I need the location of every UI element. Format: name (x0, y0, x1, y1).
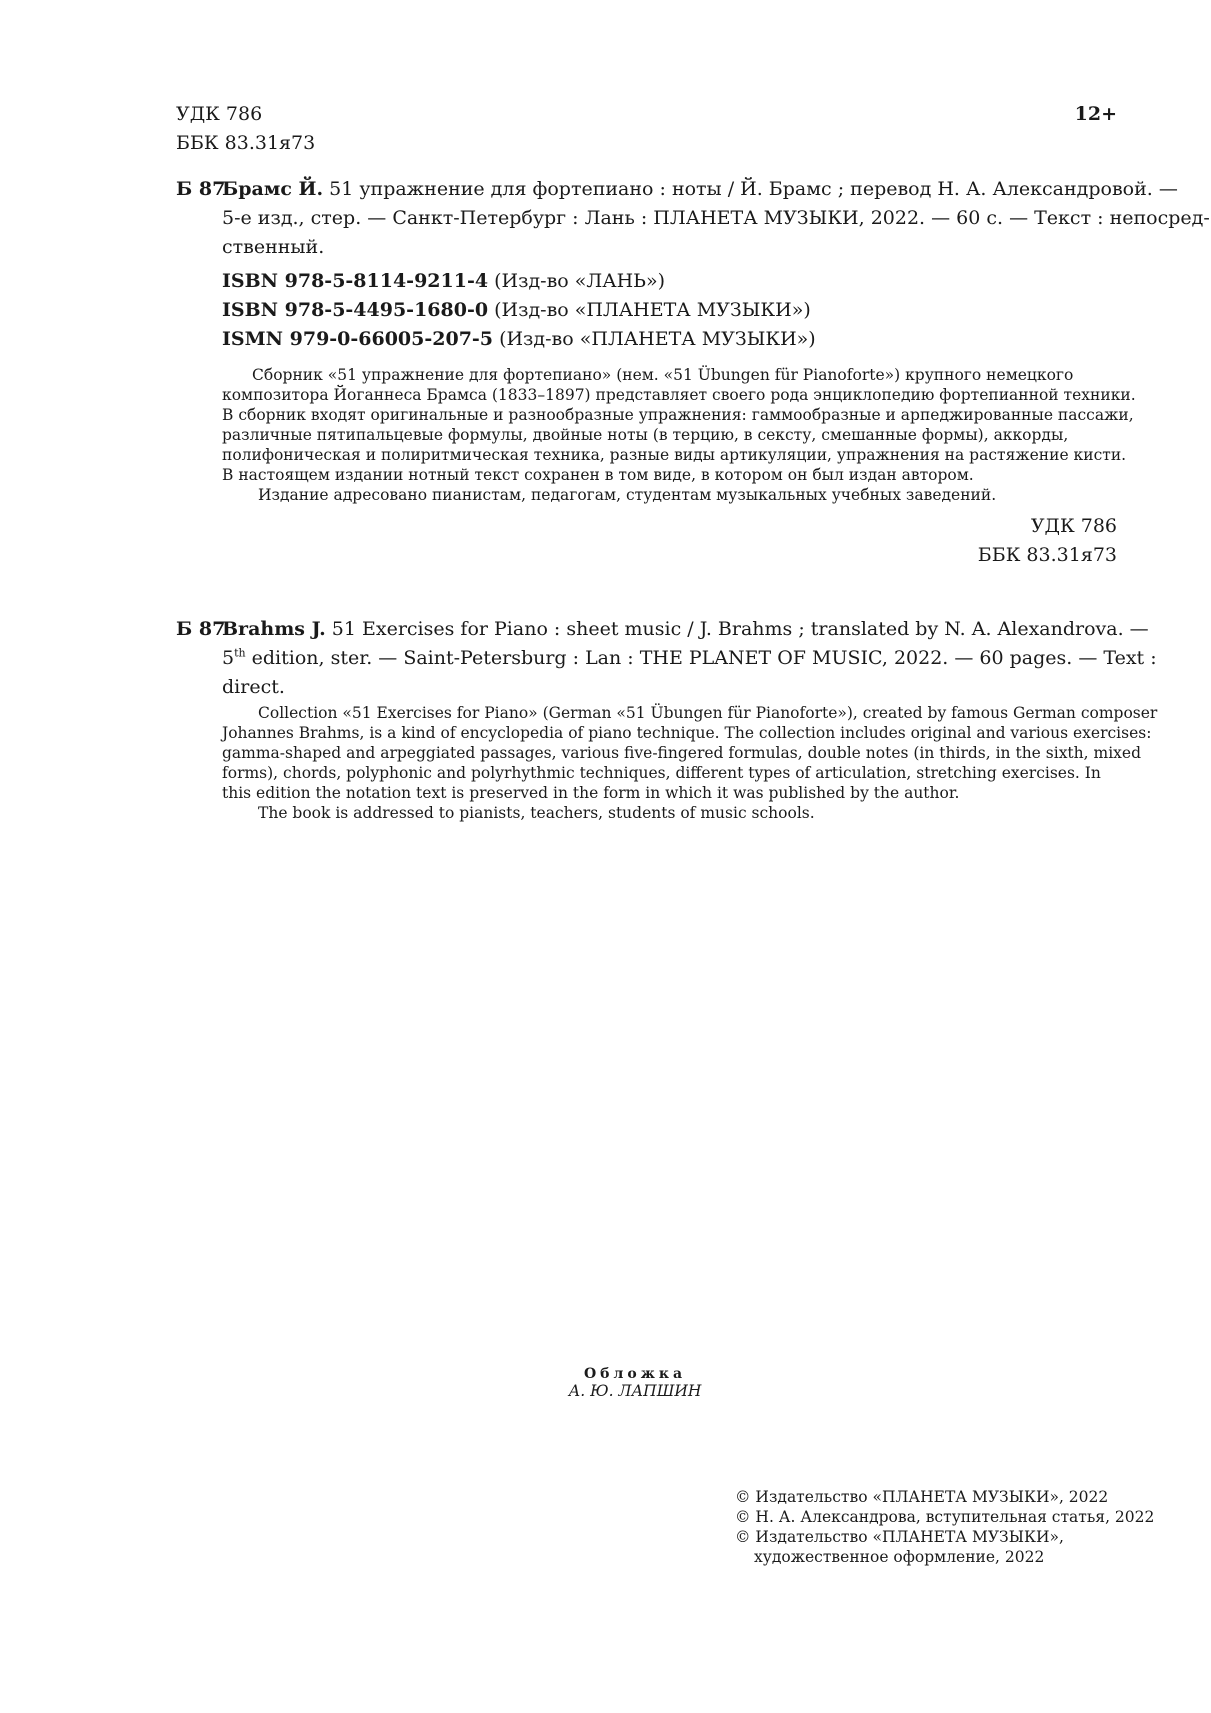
en-abstract-line: this edition the notation text is preserved in the form in which it was published by the author. (222, 784, 960, 802)
en-abstract-audience: The book is addressed to pianists, teachers, students of music schools. (258, 804, 815, 822)
ismn-publisher: (Изд-во «ПЛАНЕТА МУЗЫКИ») (493, 328, 816, 350)
ru-classification-codes (978, 512, 1117, 570)
header-bbk: ББК 83.31я73 (176, 132, 316, 154)
en-abstract-line: gamma-shaped and arpeggiated passages, various five-fingered formulas, double notes (in thirds, in the sixth, mixed (222, 744, 1141, 762)
en-abstract-line: Johannes Brahms, is a kind of encyclopedia of piano technique. The collection includes original and various exercises: (222, 724, 1152, 742)
isbn-line (222, 267, 816, 296)
ru-abstract-line: полифоническая и полиритмическая техника, разные виды артикуляции, упражнения на растяжение кисти. (222, 446, 1127, 464)
header-udk: УДК 786 (176, 103, 263, 125)
isbn-number: ISBN 978-5-4495-1680-0 (222, 299, 489, 321)
copyright-line: © Издательство «ПЛАНЕТА МУЗЫКИ», 2022 (735, 1488, 1109, 1506)
en-entry-edition: edition, ster. — Saint-Petersburg : Lan : THE PLANET OF MUSIC, 2022. — 60 pages. — Text : (245, 647, 1157, 669)
ru-abstract-audience: Издание адресовано пианистам, педагогам, студентам музыкальных учебных заведений. (258, 486, 997, 504)
age-rating: 12+ (1074, 103, 1117, 125)
ru-udk: УДК 786 (1030, 515, 1117, 537)
cover-designer: А. Ю. ЛАПШИН (568, 1382, 702, 1400)
copyright-block (735, 1487, 1154, 1567)
en-entry-code: Б 87 (176, 618, 226, 640)
ru-entry-medium: ственный. (222, 236, 325, 258)
ismn-line (222, 325, 816, 354)
ru-entry-title: 51 упражнение для фортепиано : ноты / Й. Брамс ; перевод Н. А. Александровой. — (323, 178, 1178, 200)
cover-label: Обложка (583, 1366, 687, 1382)
isbn-publisher: (Изд-во «ПЛАНЕТА МУЗЫКИ») (488, 299, 811, 321)
copyright-line: © Н. А. Александрова, вступительная статья, 2022 (735, 1508, 1155, 1526)
ru-entry-author: Брамс Й. (222, 178, 324, 200)
en-abstract (222, 703, 1158, 823)
ru-entry-code: Б 87 (176, 178, 226, 200)
ismn-number: ISMN 979-0-66005-207-5 (222, 328, 494, 350)
ru-abstract-line: В сборник входят оригинальные и разнообразные упражнения: гаммообразные и арпеджированные пассажи, (222, 406, 1134, 424)
en-entry-title: 51 Exercises for Piano : sheet music / J. Brahms ; translated by N. A. Alexandrova. — (325, 618, 1149, 640)
copyright-line: © Издательство «ПЛАНЕТА МУЗЫКИ», (735, 1528, 1064, 1546)
en-entry-edition-suffix: th (234, 646, 246, 660)
ru-abstract-line: В настоящем издании нотный текст сохранен в том виде, в котором он был издан автором. (222, 466, 974, 484)
cover-credit (555, 1366, 715, 1400)
isbn-line (222, 296, 816, 325)
copyright-line: художественное оформление, 2022 (754, 1548, 1045, 1566)
ru-abstract-line: композитора Йоганнеса Брамса (1833–1897) представляет своего рода энциклопедию фортепианной техники. (222, 386, 1136, 404)
en-entry-medium: direct. (222, 676, 285, 698)
ru-abstract-line: различные пятипальцевые формулы, двойные ноты (в терцию, в сексту, смешанные формы), аккорды, (222, 426, 1069, 444)
ru-entry-edition: 5-е изд., стер. — Санкт-Петербург : Лань : ПЛАНЕТА МУЗЫКИ, 2022. — 60 с. — Текст : непосред- (222, 207, 1210, 229)
ru-bibliographic-entry (222, 175, 1210, 262)
isbn-publisher: (Изд-во «ЛАНЬ») (488, 270, 666, 292)
en-abstract-line: forms), chords, polyphonic and polyrhythmic techniques, different types of articulation, stretching exercises. In (222, 764, 1101, 782)
ru-bbk: ББК 83.31я73 (977, 544, 1117, 566)
en-entry-author: Brahms J. (222, 618, 326, 640)
en-entry-edition-number: 5 (222, 647, 235, 669)
header-classification (176, 100, 315, 158)
ru-abstract-line: Сборник «51 упражнение для фортепиано» (нем. «51 Übungen für Pianoforte») крупного немецкого (252, 366, 1074, 384)
en-bibliographic-entry (222, 615, 1157, 702)
isbn-block (222, 267, 816, 354)
en-abstract-line: Collection «51 Exercises for Piano» (German «51 Übungen für Pianoforte»), created by famous German composer (258, 704, 1158, 722)
isbn-number: ISBN 978-5-8114-9211-4 (222, 270, 489, 292)
ru-abstract (222, 365, 1136, 505)
